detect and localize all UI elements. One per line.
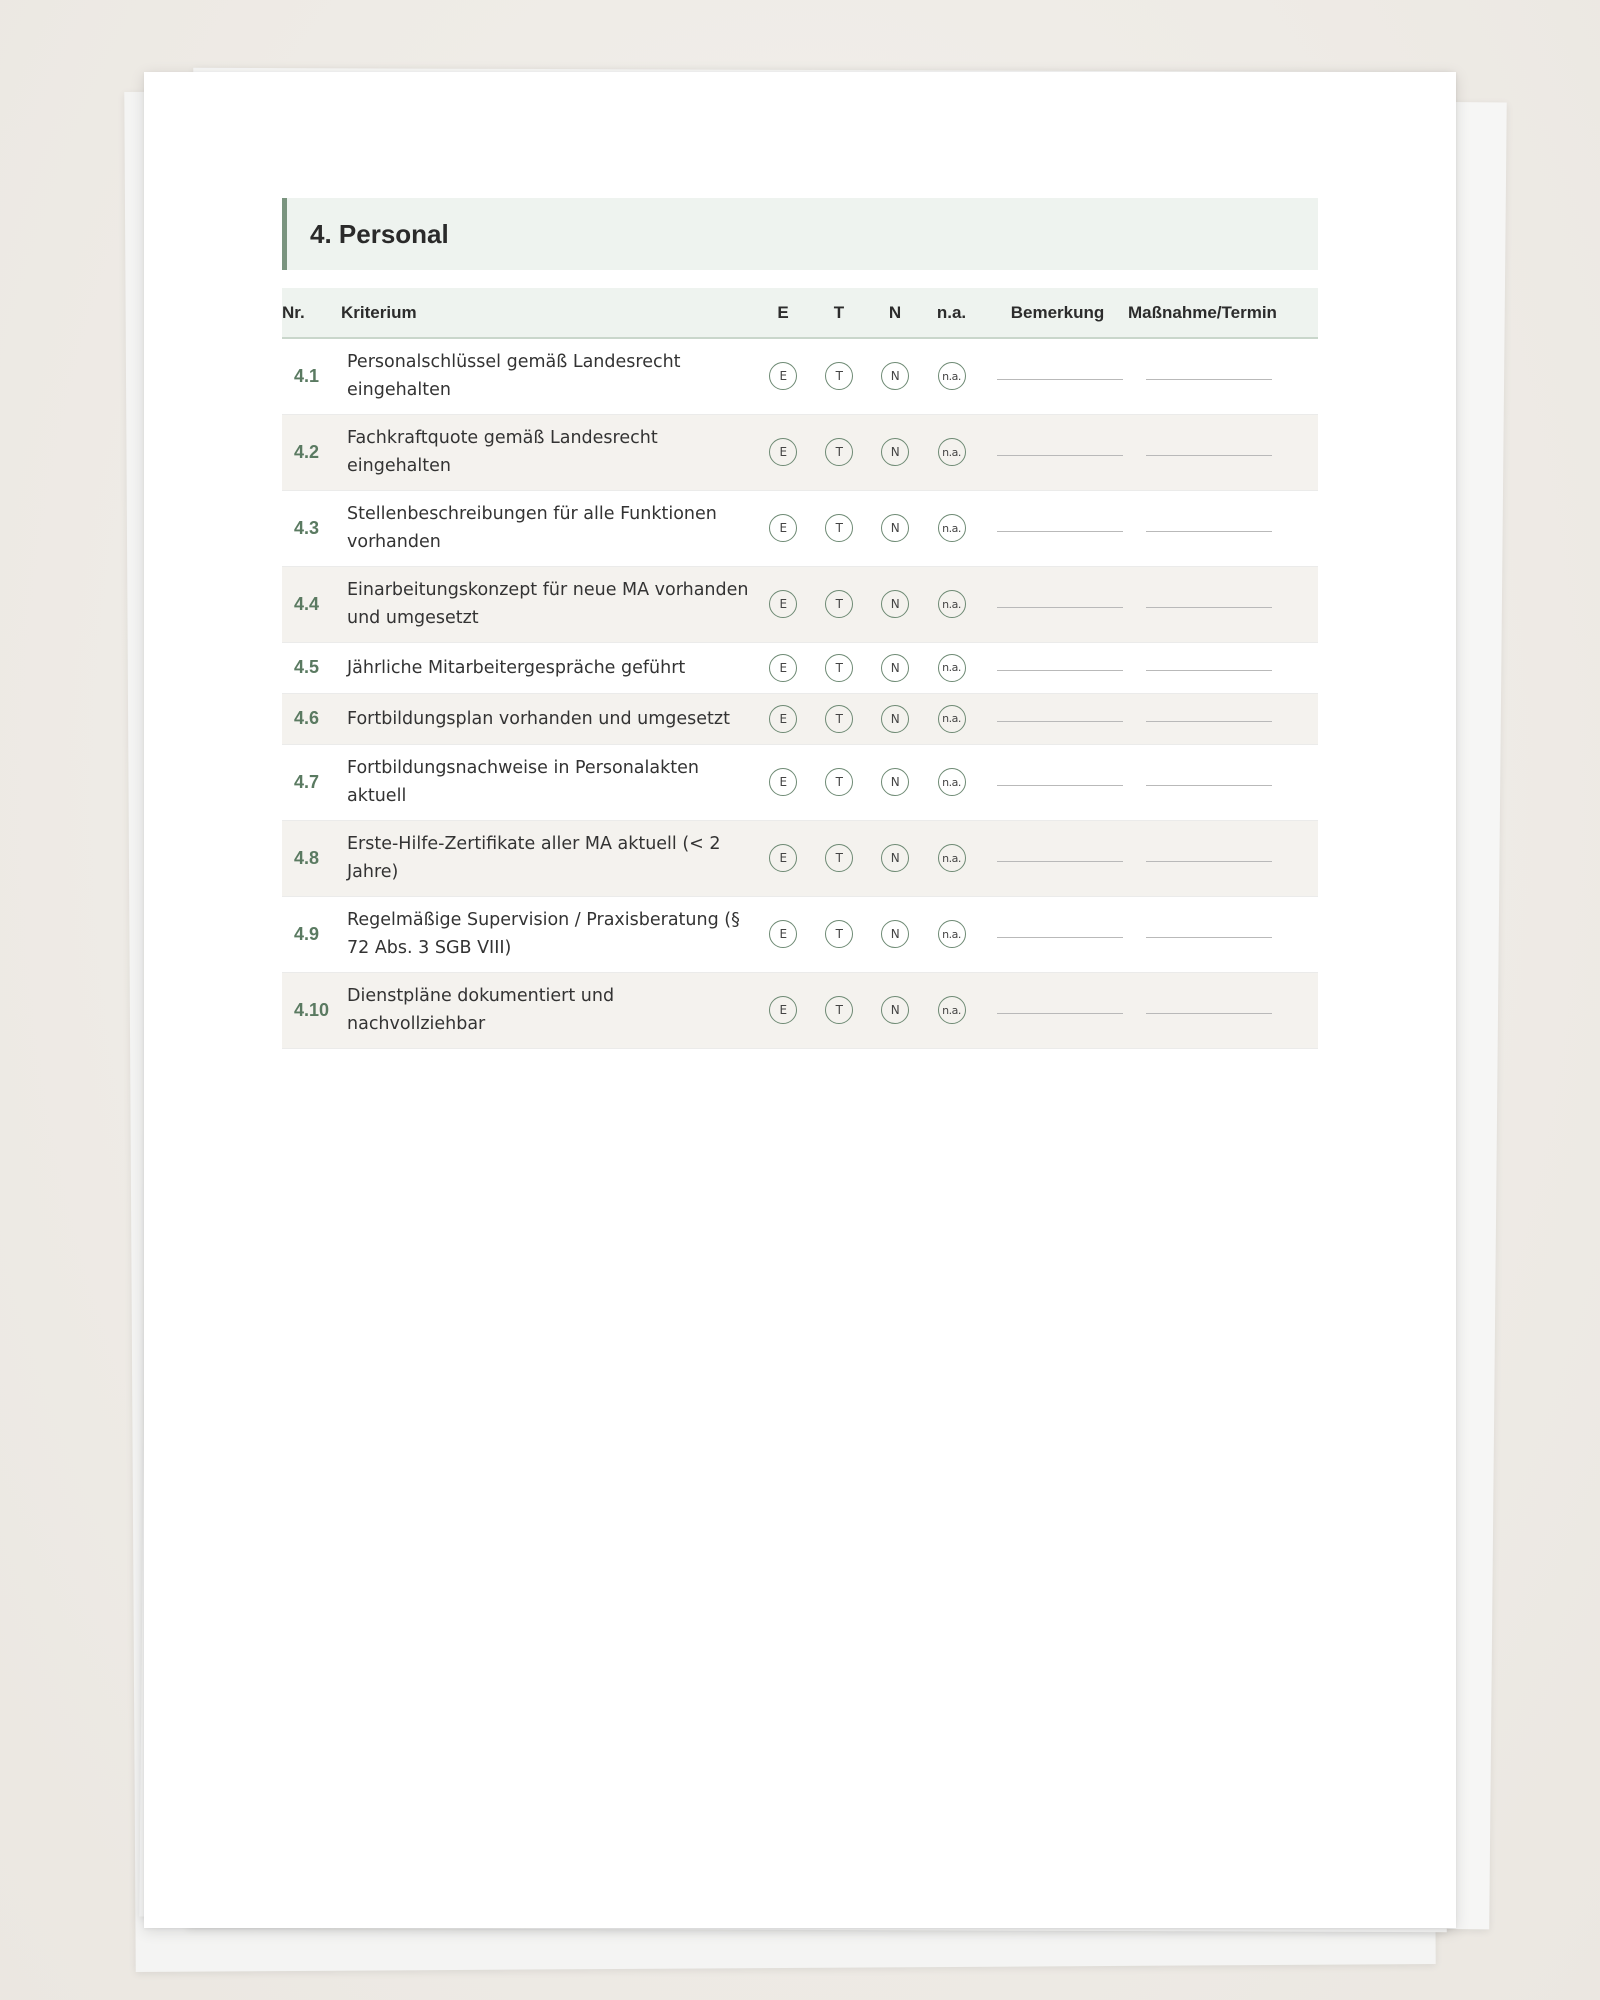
rating-cell <box>804 693 874 744</box>
criterion-text: Regelmäßige Supervision / Praxisberatung (§ 72 Abs. 3 SGB VIII) <box>347 910 740 958</box>
rating-cell <box>874 896 916 972</box>
rating-cell <box>916 566 987 642</box>
massnahme-cell <box>1128 744 1318 820</box>
bemerkung-cell <box>987 744 1128 820</box>
option-na-radio[interactable]: n.a. <box>938 996 966 1024</box>
table-row <box>282 338 1318 414</box>
option-n-radio[interactable]: N <box>881 705 909 733</box>
option-t-radio[interactable]: T <box>825 768 853 796</box>
option-na-radio[interactable]: n.a. <box>938 590 966 618</box>
bemerkung-input-line[interactable] <box>997 670 1123 671</box>
option-t-radio[interactable]: T <box>825 920 853 948</box>
option-e-radio[interactable]: E <box>769 438 797 466</box>
rating-cell <box>804 414 874 490</box>
rating-cell <box>916 642 987 693</box>
bemerkung-cell <box>987 972 1128 1048</box>
rating-cell <box>874 693 916 744</box>
criterion-text: Jährliche Mitarbeitergespräche geführt <box>347 657 686 678</box>
massnahme-cell <box>1128 490 1318 566</box>
criterion-number: 4.3 <box>294 517 320 538</box>
bemerkung-cell <box>987 693 1128 744</box>
bemerkung-cell <box>987 338 1128 414</box>
rating-cell <box>762 693 804 744</box>
criterion-text: Einarbeitungskonzept für neue MA vorhanden und umgesetzt <box>347 580 749 628</box>
bemerkung-input-line[interactable] <box>997 721 1123 722</box>
massnahme-input-line[interactable] <box>1146 1013 1272 1014</box>
bemerkung-input-line[interactable] <box>997 937 1123 938</box>
option-e-radio[interactable]: E <box>769 768 797 796</box>
option-n-radio[interactable]: N <box>881 654 909 682</box>
criterion-text: Erste-Hilfe-Zertifikate aller MA aktuell (< 2 Jahre) <box>347 834 721 882</box>
option-e-radio[interactable]: E <box>769 920 797 948</box>
bemerkung-cell <box>987 820 1128 896</box>
option-n-radio[interactable]: N <box>881 438 909 466</box>
option-e-radio[interactable]: E <box>769 705 797 733</box>
rating-cell <box>762 896 804 972</box>
option-na-radio[interactable]: n.a. <box>938 654 966 682</box>
criterion-number: 4.1 <box>294 365 320 386</box>
table-row <box>282 490 1318 566</box>
bemerkung-input-line[interactable] <box>997 1013 1123 1014</box>
rating-cell <box>762 566 804 642</box>
rating-cell <box>804 820 874 896</box>
header-massnahme: Maßnahme/Termin <box>1128 288 1318 338</box>
rating-cell <box>762 820 804 896</box>
massnahme-cell <box>1128 972 1318 1048</box>
option-t-radio[interactable]: T <box>825 844 853 872</box>
option-n-radio[interactable]: N <box>881 514 909 542</box>
rating-cell <box>762 490 804 566</box>
rating-cell <box>874 338 916 414</box>
bemerkung-cell <box>987 490 1128 566</box>
massnahme-input-line[interactable] <box>1146 531 1272 532</box>
option-t-radio[interactable]: T <box>825 705 853 733</box>
rating-cell <box>762 338 804 414</box>
rating-cell <box>874 566 916 642</box>
rating-cell <box>804 566 874 642</box>
bemerkung-input-line[interactable] <box>997 455 1123 456</box>
criterion-number: 4.5 <box>294 657 320 677</box>
massnahme-input-line[interactable] <box>1146 379 1272 380</box>
option-na-radio[interactable]: n.a. <box>938 705 966 733</box>
rating-cell <box>804 490 874 566</box>
massnahme-cell <box>1128 414 1318 490</box>
bemerkung-cell <box>987 414 1128 490</box>
rating-cell <box>874 490 916 566</box>
rating-cell <box>916 820 987 896</box>
option-na-radio[interactable]: n.a. <box>938 920 966 948</box>
header-kriterium: Kriterium <box>341 288 762 338</box>
rating-cell <box>874 820 916 896</box>
header-na: n.a. <box>916 288 987 338</box>
massnahme-input-line[interactable] <box>1146 607 1272 608</box>
rating-cell <box>762 414 804 490</box>
rating-cell <box>916 744 987 820</box>
table-row <box>282 820 1318 896</box>
criterion-text: Dienstpläne dokumentiert und nachvollziehbar <box>347 986 615 1034</box>
option-e-radio[interactable]: E <box>769 654 797 682</box>
criterion-number: 4.10 <box>294 999 330 1020</box>
rating-cell <box>916 414 987 490</box>
massnahme-input-line[interactable] <box>1146 455 1272 456</box>
massnahme-input-line[interactable] <box>1146 861 1272 862</box>
header-bemerkung: Bemerkung <box>987 288 1128 338</box>
option-e-radio[interactable]: E <box>769 362 797 390</box>
massnahme-input-line[interactable] <box>1146 670 1272 671</box>
rating-cell <box>916 490 987 566</box>
section-header <box>282 198 1318 270</box>
criterion-text: Personalschlüssel gemäß Landesrecht eingehalten <box>347 352 681 401</box>
rating-cell <box>874 744 916 820</box>
option-na-radio[interactable]: n.a. <box>938 514 966 542</box>
option-t-radio[interactable]: T <box>825 590 853 618</box>
massnahme-cell <box>1128 820 1318 896</box>
criterion-text: Fortbildungsnachweise in Personalakten aktuell <box>347 758 699 806</box>
massnahme-cell <box>1128 896 1318 972</box>
header-nr: Nr. <box>282 288 341 338</box>
option-n-radio[interactable]: N <box>881 362 909 390</box>
rating-cell <box>804 972 874 1048</box>
rating-cell <box>916 693 987 744</box>
criterion-text: Stellenbeschreibungen für alle Funktionen vorhanden <box>347 504 717 552</box>
bemerkung-input-line[interactable] <box>997 861 1123 862</box>
option-t-radio[interactable]: T <box>825 438 853 466</box>
rating-cell <box>874 414 916 490</box>
option-n-radio[interactable]: N <box>881 590 909 618</box>
section-title: 4. Personal <box>310 219 449 249</box>
option-n-radio[interactable]: N <box>881 768 909 796</box>
massnahme-input-line[interactable] <box>1146 937 1272 938</box>
criterion-number: 4.4 <box>294 593 320 614</box>
criterion-number: 4.9 <box>294 923 320 944</box>
table-row <box>282 896 1318 972</box>
option-e-radio[interactable]: E <box>769 514 797 542</box>
bemerkung-input-line[interactable] <box>997 379 1123 380</box>
option-e-radio[interactable]: E <box>769 590 797 618</box>
header-t: T <box>804 288 874 338</box>
option-t-radio[interactable]: T <box>825 362 853 390</box>
rating-cell <box>916 896 987 972</box>
table-row <box>282 642 1318 693</box>
rating-cell <box>804 744 874 820</box>
table-row <box>282 566 1318 642</box>
bemerkung-input-line[interactable] <box>997 785 1123 786</box>
checklist-table <box>282 288 1318 1049</box>
rating-cell <box>874 642 916 693</box>
option-t-radio[interactable]: T <box>825 654 853 682</box>
table-row <box>282 744 1318 820</box>
rating-cell <box>916 338 987 414</box>
option-t-radio[interactable]: T <box>825 996 853 1024</box>
bemerkung-cell <box>987 566 1128 642</box>
rating-cell <box>804 338 874 414</box>
table-row <box>282 414 1318 490</box>
document-page <box>144 72 1456 1928</box>
massnahme-cell <box>1128 338 1318 414</box>
criterion-text: Fachkraftquote gemäß Landesrecht eingehalten <box>347 428 658 476</box>
criterion-number: 4.6 <box>294 708 320 728</box>
bemerkung-cell <box>987 896 1128 972</box>
bemerkung-input-line[interactable] <box>997 607 1123 608</box>
option-na-radio[interactable]: n.a. <box>938 362 966 390</box>
option-e-radio[interactable]: E <box>769 844 797 872</box>
table-row <box>282 693 1318 744</box>
table-header-row <box>282 288 1318 338</box>
criterion-number: 4.8 <box>294 847 320 868</box>
option-n-radio[interactable]: N <box>881 844 909 872</box>
option-e-radio[interactable]: E <box>769 996 797 1024</box>
option-n-radio[interactable]: N <box>881 920 909 948</box>
massnahme-input-line[interactable] <box>1146 721 1272 722</box>
header-n: N <box>874 288 916 338</box>
criterion-number: 4.2 <box>294 441 320 462</box>
table-row <box>282 972 1318 1048</box>
rating-cell <box>762 972 804 1048</box>
massnahme-cell <box>1128 642 1318 693</box>
criterion-text: Fortbildungsplan vorhanden und umgesetzt <box>347 708 730 729</box>
rating-cell <box>874 972 916 1048</box>
criterion-number: 4.7 <box>294 771 320 792</box>
rating-cell <box>762 744 804 820</box>
rating-cell <box>762 642 804 693</box>
rating-cell <box>804 896 874 972</box>
option-na-radio[interactable]: n.a. <box>938 438 966 466</box>
massnahme-cell <box>1128 693 1318 744</box>
option-na-radio[interactable]: n.a. <box>938 844 966 872</box>
option-na-radio[interactable]: n.a. <box>938 768 966 796</box>
rating-cell <box>804 642 874 693</box>
massnahme-cell <box>1128 566 1318 642</box>
option-n-radio[interactable]: N <box>881 996 909 1024</box>
option-t-radio[interactable]: T <box>825 514 853 542</box>
massnahme-input-line[interactable] <box>1146 785 1272 786</box>
bemerkung-input-line[interactable] <box>997 531 1123 532</box>
header-e: E <box>762 288 804 338</box>
rating-cell <box>916 972 987 1048</box>
bemerkung-cell <box>987 642 1128 693</box>
